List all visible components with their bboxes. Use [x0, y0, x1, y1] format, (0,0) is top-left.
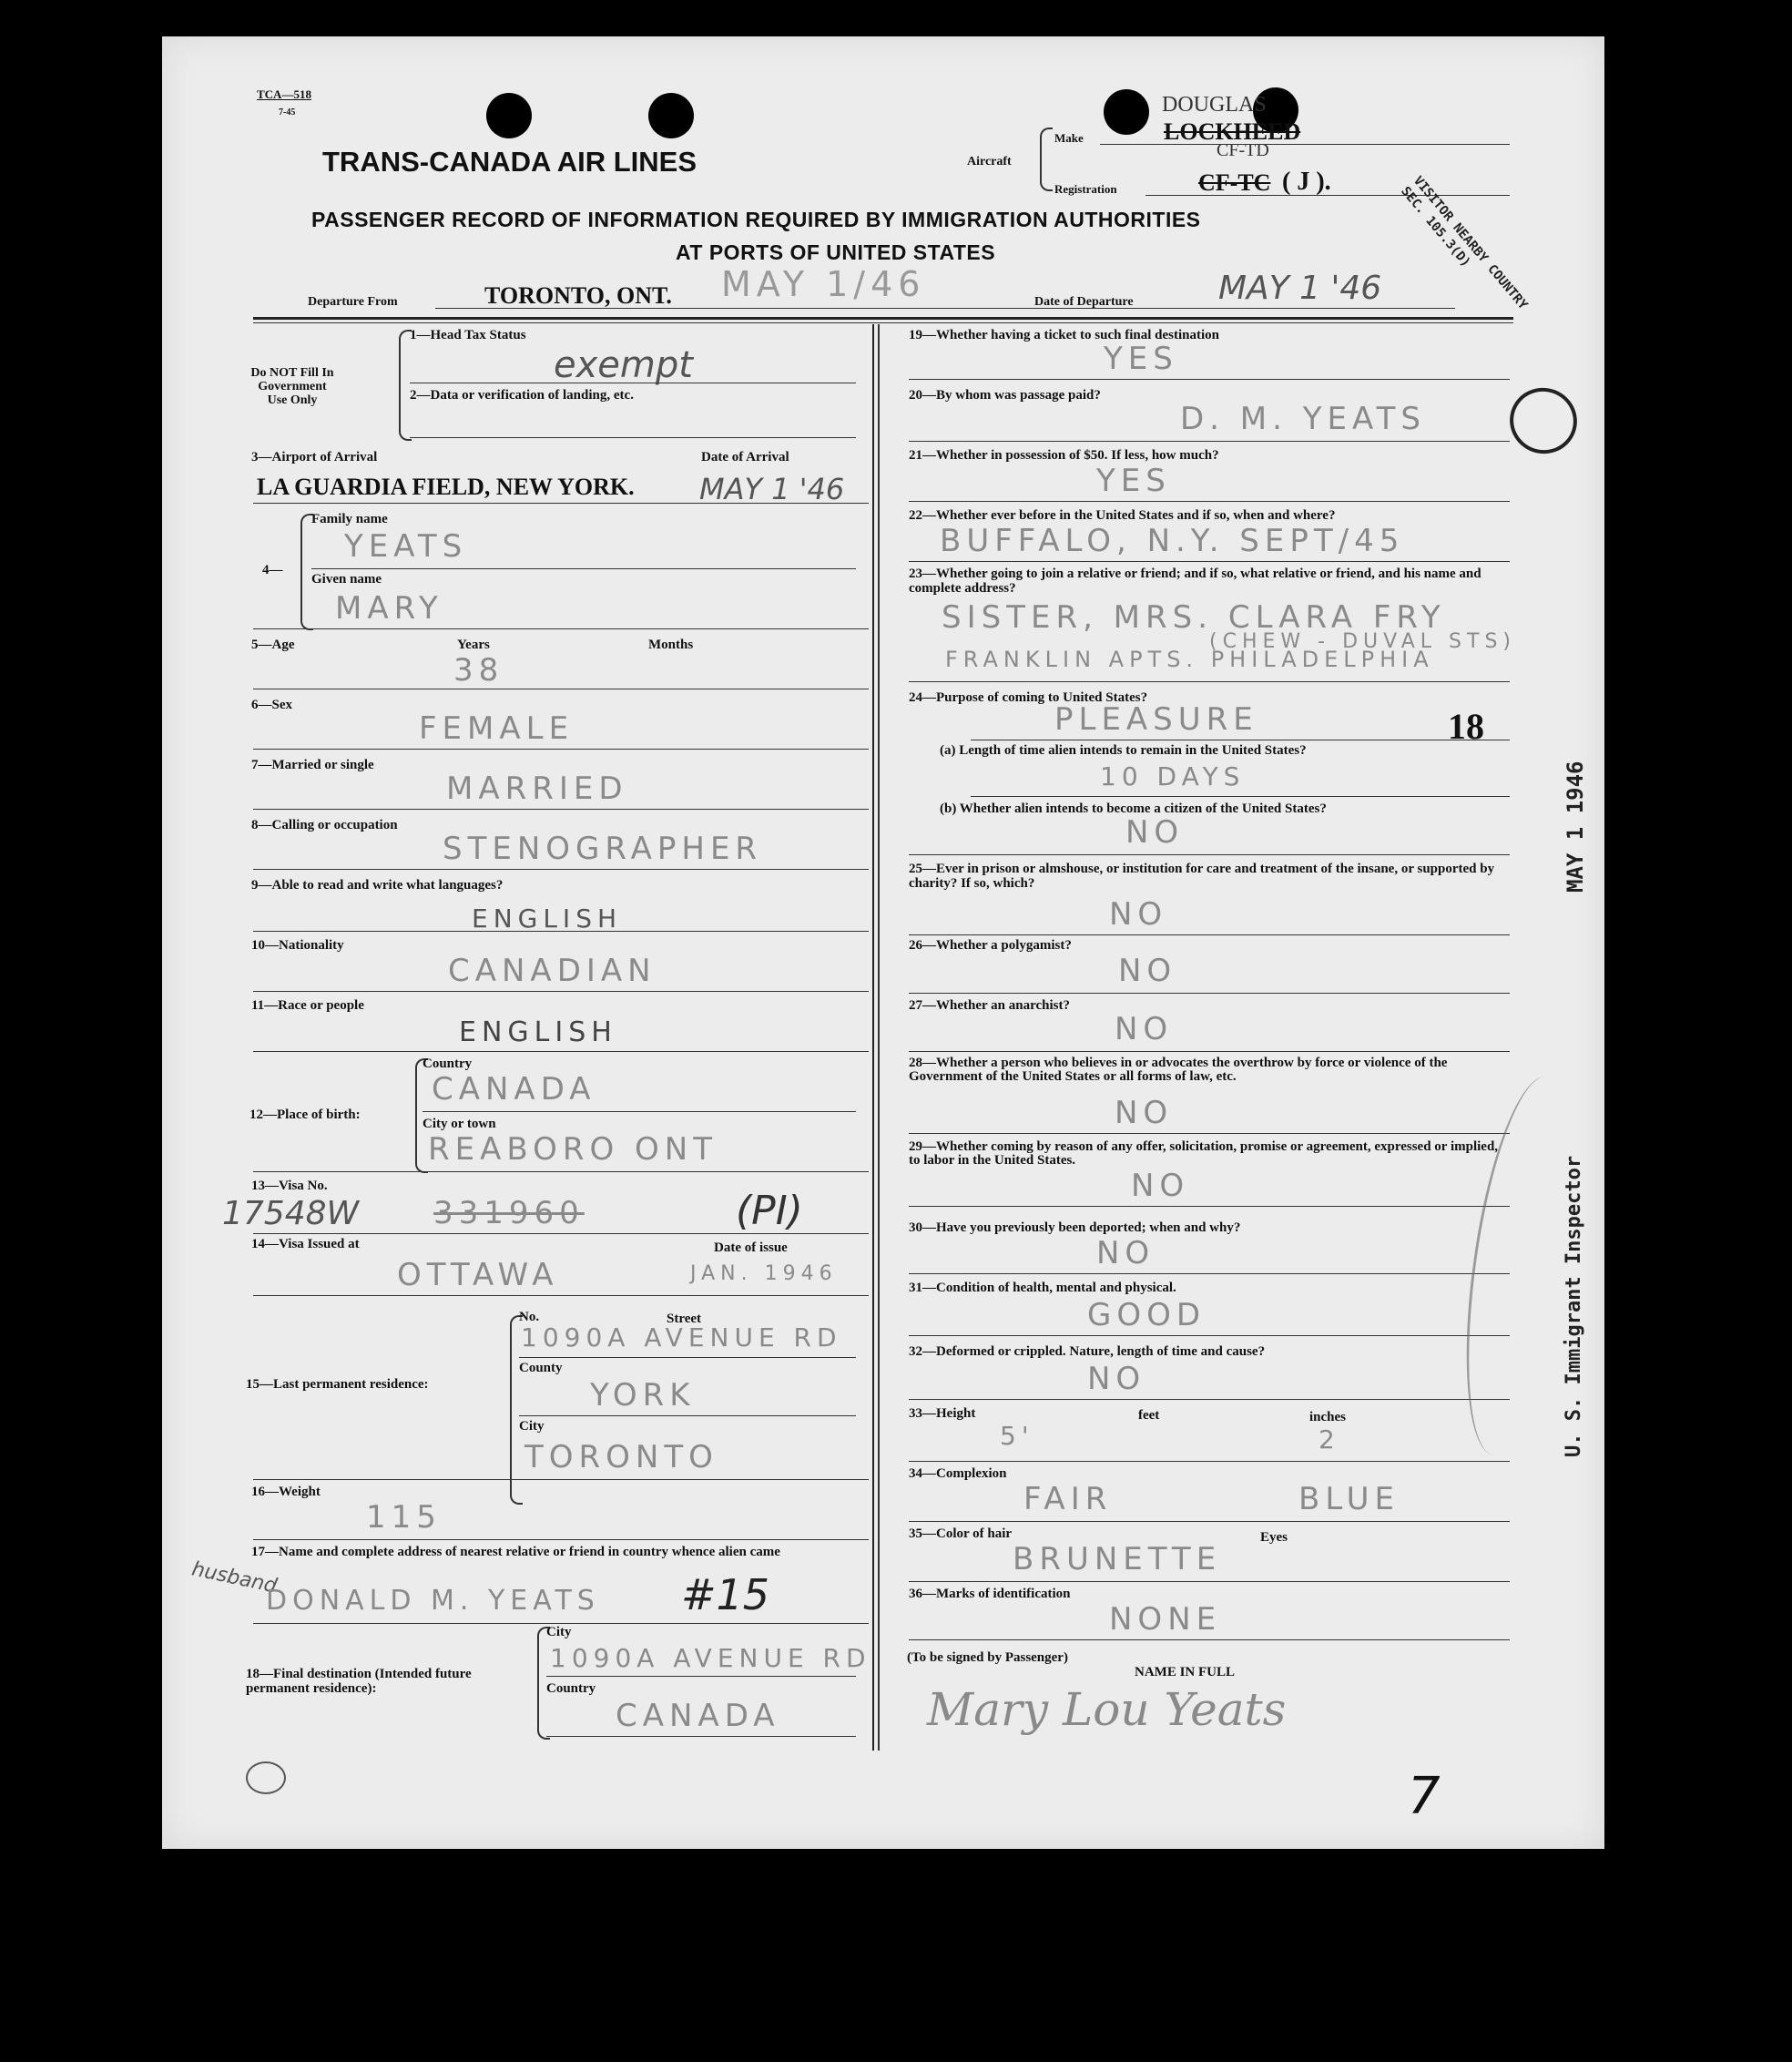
signature: Mary Lou Yeats: [927, 1683, 1287, 1736]
f3-line: [253, 503, 869, 504]
date-arrival-label: Date of Arrival: [701, 450, 789, 464]
f31-label: 31—Condition of health, mental and physical.: [909, 1281, 1176, 1295]
registration-label: Registration: [1054, 182, 1117, 196]
f4-arrow: 4—: [262, 563, 283, 577]
make-handwritten: DOUGLAS: [1162, 93, 1267, 117]
column-divider-2: [878, 324, 880, 1751]
form-date: 7-45: [279, 107, 296, 117]
f30-label: 30—Have you previously been deported; when and why?: [909, 1220, 1241, 1235]
gov-use-note: Do NOT Fill In Government Use Only: [250, 366, 334, 407]
f36-line: [909, 1639, 1510, 1640]
f13-mark: (PI): [736, 1188, 803, 1234]
f11-label: 11—Race or people: [251, 998, 364, 1013]
make-value: LOCKHEED: [1164, 118, 1301, 145]
f25-label: 25—Ever in prison or almshouse, or institution for care and treatment of the insane, or supported by charity? If so, which?: [909, 862, 1495, 891]
make-label: Make: [1054, 131, 1084, 145]
f24-mark: 18: [1448, 706, 1484, 747]
f2-line: [410, 437, 856, 438]
f33-line: [909, 1461, 1510, 1462]
f22-label: 22—Whether ever before in the United States and if so, when and where?: [909, 508, 1336, 523]
country-label: Country: [423, 1057, 473, 1071]
f18-label: 18—Final destination (Intended future permanent residence):: [246, 1667, 472, 1696]
family-line: [311, 568, 856, 569]
f14-value: OTTAWA: [397, 1257, 559, 1293]
f22-value: BUFFALO, N.Y. SEPT/45: [940, 523, 1405, 559]
f36-label: 36—Marks of identification: [909, 1587, 1071, 1601]
f33-label: 33—Height: [909, 1406, 976, 1421]
f35-line: [909, 1581, 1510, 1582]
f19-value: YES: [1104, 341, 1178, 377]
f29-value: NO: [1131, 1168, 1190, 1204]
punch-hole: [648, 93, 694, 138]
f13-value: 17548W: [222, 1195, 360, 1232]
aircraft-label: Aircraft: [967, 155, 1012, 168]
f31-value: GOOD: [1087, 1297, 1207, 1333]
country-line: [423, 1111, 856, 1112]
f19-label: 19—Whether having a ticket to such final destination: [909, 328, 1219, 342]
f11-value: ENGLISH: [459, 1016, 617, 1048]
given-label: Given name: [311, 572, 382, 587]
page-mark: 7: [1408, 1767, 1441, 1826]
circled-mark: [1501, 379, 1586, 464]
f1-value: exempt: [554, 344, 693, 386]
f23-value1: SISTER, MRS. CLARA FRY: [942, 599, 1446, 636]
f23-value2: FRANKLIN APTS. PHILADELPHIA: [945, 647, 1434, 672]
f23-value3: (CHEW - DUVAL STS): [1209, 630, 1517, 653]
given-value: MARY: [335, 590, 443, 627]
f23-label: 23—Whether going to join a relative or friend; and if so, what relative or friend, and his name and complete address?: [909, 567, 1481, 596]
make-line: [1100, 144, 1510, 145]
f20-line: [909, 441, 1510, 442]
inspector-stamp: U. S. Immigrant Inspector: [1563, 1155, 1585, 1457]
inspector-date-stamp: MAY 1 1946: [1563, 760, 1588, 893]
f18-city-label: City: [546, 1625, 572, 1639]
departure-handwritten: MAY 1/46: [721, 264, 926, 304]
f8-line: [253, 869, 869, 870]
date-issue-label: Date of issue: [714, 1240, 788, 1255]
f14-date: JAN. 1946: [690, 1262, 838, 1285]
f21-value: YES: [1096, 463, 1171, 499]
sign-label: (To be signed by Passenger): [907, 1650, 1068, 1665]
county-line: [519, 1415, 856, 1416]
f26-value: NO: [1118, 953, 1177, 989]
f26-line: [909, 993, 1510, 994]
departure-from-label: Departure From: [308, 295, 398, 309]
f23-line: [909, 681, 1510, 682]
f7-line: [253, 809, 869, 810]
f27-value: NO: [1115, 1011, 1174, 1047]
inches-label: inches: [1309, 1410, 1347, 1424]
f22-line: [909, 561, 1510, 562]
f26-label: 26—Whether a polygamist?: [909, 938, 1072, 953]
f35-value: BRUNETTE: [1013, 1541, 1222, 1577]
f28-value: NO: [1115, 1095, 1174, 1131]
f16-line: [253, 1539, 869, 1540]
f24a-label: (a) Length of time alien intends to remain in the United States?: [940, 743, 1307, 758]
f25-value: NO: [1109, 896, 1168, 933]
registration-handwritten: CF-TD: [1217, 140, 1269, 160]
f31-line: [909, 1335, 1510, 1336]
age-value: 38: [453, 652, 504, 689]
f24-value: PLEASURE: [1054, 701, 1258, 738]
f7-label: 7—Married or single: [251, 758, 374, 772]
airline-name: TRANS-CANADA AIR LINES: [322, 146, 697, 178]
f19-line: [909, 379, 1510, 380]
visitor-stamp: VISITOR NEARBY COUNTRY SEC. 105.3(D): [1398, 173, 1531, 312]
departure-from-value: TORONTO, ONT.: [484, 282, 672, 309]
f24a-line: [971, 796, 1510, 797]
union-label-icon: [246, 1761, 286, 1794]
f35-label: 35—Color of hair: [909, 1526, 1013, 1541]
punch-hole: [1104, 89, 1149, 135]
f13-struck: 331960: [433, 1195, 585, 1231]
f6-label: 6—Sex: [251, 698, 292, 712]
f32-value: NO: [1087, 1361, 1146, 1397]
f29-line: [909, 1206, 1510, 1207]
f10-label: 10—Nationality: [251, 938, 344, 953]
f17-note: husband: [189, 1557, 280, 1598]
f20-label: 20—By whom was passage paid?: [909, 388, 1101, 403]
f12-label: 12—Place of birth:: [249, 1108, 361, 1122]
f18-country-line: [546, 1736, 856, 1737]
city-label: City: [519, 1419, 545, 1434]
form-title-line2: AT PORTS OF UNITED STATES: [676, 240, 996, 264]
country-value: CANADA: [432, 1071, 596, 1108]
eyes-label: Eyes: [1260, 1530, 1288, 1545]
f18-country-value: CANADA: [616, 1698, 780, 1734]
punch-hole: [486, 93, 532, 138]
f25-line: [909, 934, 1510, 935]
top-rule: [253, 317, 1513, 320]
f2-label: 2—Data or verification of landing, etc.: [410, 388, 634, 403]
form-sheet: [162, 36, 1604, 1849]
eyes-value: BLUE: [1298, 1481, 1400, 1517]
f32-line: [909, 1399, 1510, 1400]
f24b-value: NO: [1125, 814, 1185, 851]
f16-label: 16—Weight: [251, 1485, 321, 1499]
f32-label: 32—Deformed or crippled. Nature, length of time and cause?: [909, 1344, 1266, 1359]
f14-line: [253, 1295, 869, 1296]
f24-label: 24—Purpose of coming to United States?: [909, 690, 1148, 705]
street-value: 1090A AVENUE RD: [521, 1322, 842, 1353]
f9-line: [253, 931, 869, 932]
f13-line: [253, 1233, 869, 1234]
f14-label: 14—Visa Issued at: [251, 1237, 360, 1251]
f36-value: NONE: [1109, 1601, 1222, 1638]
date-departure-line: [1182, 308, 1455, 309]
f15-line: [253, 1479, 869, 1480]
f20-value: D. M. YEATS: [1180, 401, 1426, 437]
f6-value: FEMALE: [419, 710, 575, 747]
f28-label: 28—Whether a person who believes in or advocates the overthrow by force or violence of the Government of the United States or all forms of law, etc.: [909, 1056, 1448, 1084]
f10-value: CANADIAN: [448, 953, 657, 989]
name-full-label: NAME IN FULL: [1135, 1665, 1236, 1679]
aircraft-brace: [1040, 128, 1053, 191]
feet-label: feet: [1138, 1408, 1160, 1423]
f34-line: [909, 1521, 1510, 1522]
f17-label: 17—Name and complete address of nearest relative or friend in country whence alien came: [251, 1545, 780, 1559]
inches-value: 2: [1319, 1424, 1340, 1455]
f8-value: STENOGRAPHER: [443, 831, 763, 867]
county-value: YORK: [590, 1377, 696, 1414]
f1-label: 1—Head Tax Status: [410, 328, 526, 342]
f24b-line: [909, 854, 1510, 855]
gov-use-brace: [399, 330, 412, 441]
city-town-value: REABORO ONT: [428, 1131, 718, 1168]
date-departure-label: Date of Departure: [1034, 295, 1134, 309]
f16-value: 115: [366, 1499, 442, 1536]
f3-value: LA GUARDIA FIELD, NEW YORK.: [257, 474, 635, 500]
street-label: Street: [667, 1312, 702, 1326]
f13-label: 13—Visa No.: [251, 1179, 328, 1193]
f3-label: 3—Airport of Arrival: [251, 450, 378, 464]
f27-label: 27—Whether an anarchist?: [909, 998, 1070, 1013]
f8-label: 8—Calling or occupation: [251, 818, 398, 832]
months-label: Months: [648, 638, 694, 652]
column-divider: [872, 324, 874, 1751]
f5-label: 5—Age: [251, 638, 295, 652]
f21-line: [909, 501, 1510, 502]
f18-city-value: 1090A AVENUE RD: [550, 1643, 871, 1673]
city-value: TORONTO: [524, 1439, 718, 1475]
f24b-label: (b) Whether alien intends to become a citizen of the United States?: [940, 801, 1327, 816]
no-label: No.: [519, 1310, 540, 1324]
family-label: Family name: [311, 512, 388, 526]
date-arrival-value: MAY 1 '46: [699, 472, 845, 506]
f9-value: ENGLISH: [472, 903, 623, 934]
f9-label: 9—Able to read and write what languages?: [251, 878, 504, 893]
f17-value: DONALD M. YEATS: [266, 1585, 600, 1617]
f34-value: FAIR: [1023, 1481, 1113, 1517]
f17-extra: #15: [681, 1570, 770, 1619]
f21-label: 21—Whether in possession of $50. If less, how much?: [909, 448, 1219, 463]
f30-value: NO: [1096, 1235, 1156, 1271]
f7-value: MARRIED: [446, 771, 628, 807]
f28-line: [909, 1133, 1510, 1134]
f34-label: 34—Complexion: [909, 1466, 1007, 1481]
registration-value: CF-TC: [1198, 169, 1271, 196]
feet-value: 5': [1000, 1421, 1034, 1451]
county-label: County: [519, 1361, 563, 1375]
f6-line: [253, 749, 869, 750]
years-label: Years: [457, 638, 490, 652]
birth-brace: [415, 1058, 428, 1173]
f15-label: 15—Last permanent residence:: [246, 1377, 429, 1392]
f11-line: [253, 1051, 869, 1052]
city-town-label: City or town: [423, 1117, 496, 1131]
date-departure-value: MAY 1 '46: [1218, 270, 1382, 307]
f24a-value: 10 DAYS: [1100, 761, 1246, 791]
form-title-line1: PASSENGER RECORD OF INFORMATION REQUIRED BY IMMIGRATION AUTHORITIES: [311, 208, 1201, 231]
street-line: [519, 1357, 856, 1358]
top-rule-2: [253, 322, 1513, 323]
form-code: TCA—518: [257, 87, 311, 101]
family-value: YEATS: [344, 528, 468, 565]
f27-line: [909, 1051, 1510, 1052]
f17-line: [253, 1623, 869, 1624]
f29-label: 29—Whether coming by reason of any offer, solicitation, promise or agreement, expressed or implied, to labor in the United States.: [909, 1139, 1499, 1168]
f12-line: [253, 1171, 869, 1172]
f18-country-label: Country: [546, 1681, 596, 1696]
given-line: [253, 628, 869, 629]
registration-suffix: ( J ).: [1282, 168, 1331, 196]
f10-line: [253, 991, 869, 992]
f30-line: [909, 1273, 1510, 1274]
f18-city-line: [546, 1676, 856, 1677]
